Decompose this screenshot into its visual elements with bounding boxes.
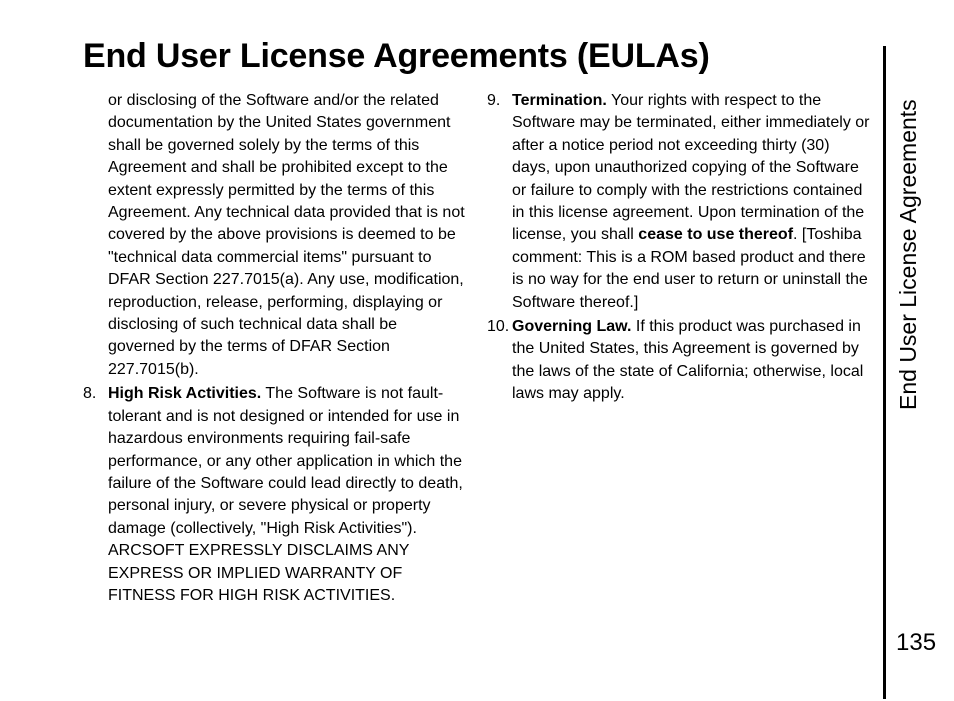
list-item-number: 8. xyxy=(83,385,97,403)
list-item-number: 10. xyxy=(487,318,510,336)
list-item-emphasis: cease to use thereof xyxy=(638,226,794,244)
list-item-heading: High Risk Activities. xyxy=(108,385,262,403)
list-item-heading: Termination. xyxy=(512,92,607,109)
page-title: End User License Agreements (EULAs) xyxy=(83,37,710,75)
list-item-text: Your rights with respect to the Software may be terminated, either immediately or after a notice period not exceeding thirty (30) days, upon unauthorized copying of the Software or failure to comply with the restrictions contained in this license agreement. Upon termination of the license, you shall xyxy=(512,92,870,244)
list-item-high-risk-activities xyxy=(83,383,467,607)
list-item-text: The Software is not fault-tolerant and is not designed or intended for use in hazardous environments requiring fail-safe performance, or any other application in which the failure of the Software could lead directly to death, personal injury, or severe physical or property damage (collectively, "High Risk Activities"). ARCSOFT EXPRESSLY DISCLAIMS ANY EXPRESS OR IMPLIED WARRANTY OF FITNESS FOR HIGH RISK ACTIVITIES. xyxy=(108,385,463,604)
page-number: 135 xyxy=(896,629,937,656)
list-item-heading: Governing Law. xyxy=(512,318,632,336)
list-item-text-after: . [Toshiba comment: This is a ROM based product and there is no way for the end user to return or uninstall the Software thereof.] xyxy=(512,226,868,311)
list-item-governing-law xyxy=(487,316,872,406)
paragraph-continuation: or disclosing of the Software and/or the related documentation by the United States government shall be governed solely by the terms of this Agreement and shall be prohibited except to the extent expressly permitted by the terms of this Agreement. Any technical data provided that is not covered by the above provisions is deemed to be "technical data commercial items" pursuant to DFAR Section 227.7015(a). Any use, modification, reproduction, release, performing, displaying or disclosing of such technical data shall be governed by the terms of DFAR Section 227.7015(b). xyxy=(108,92,465,378)
list-item-text: If this product was purchased in the United States, this Agreement is governed by the laws of the state of California; otherwise, local laws may apply. xyxy=(512,318,864,403)
sidebar-section-title: End User License Agreements xyxy=(895,99,921,410)
sidebar-divider xyxy=(883,46,886,699)
left-column xyxy=(83,90,467,609)
list-item-termination xyxy=(487,90,872,314)
right-column xyxy=(487,90,872,408)
list-item-number: 9. xyxy=(487,92,501,109)
